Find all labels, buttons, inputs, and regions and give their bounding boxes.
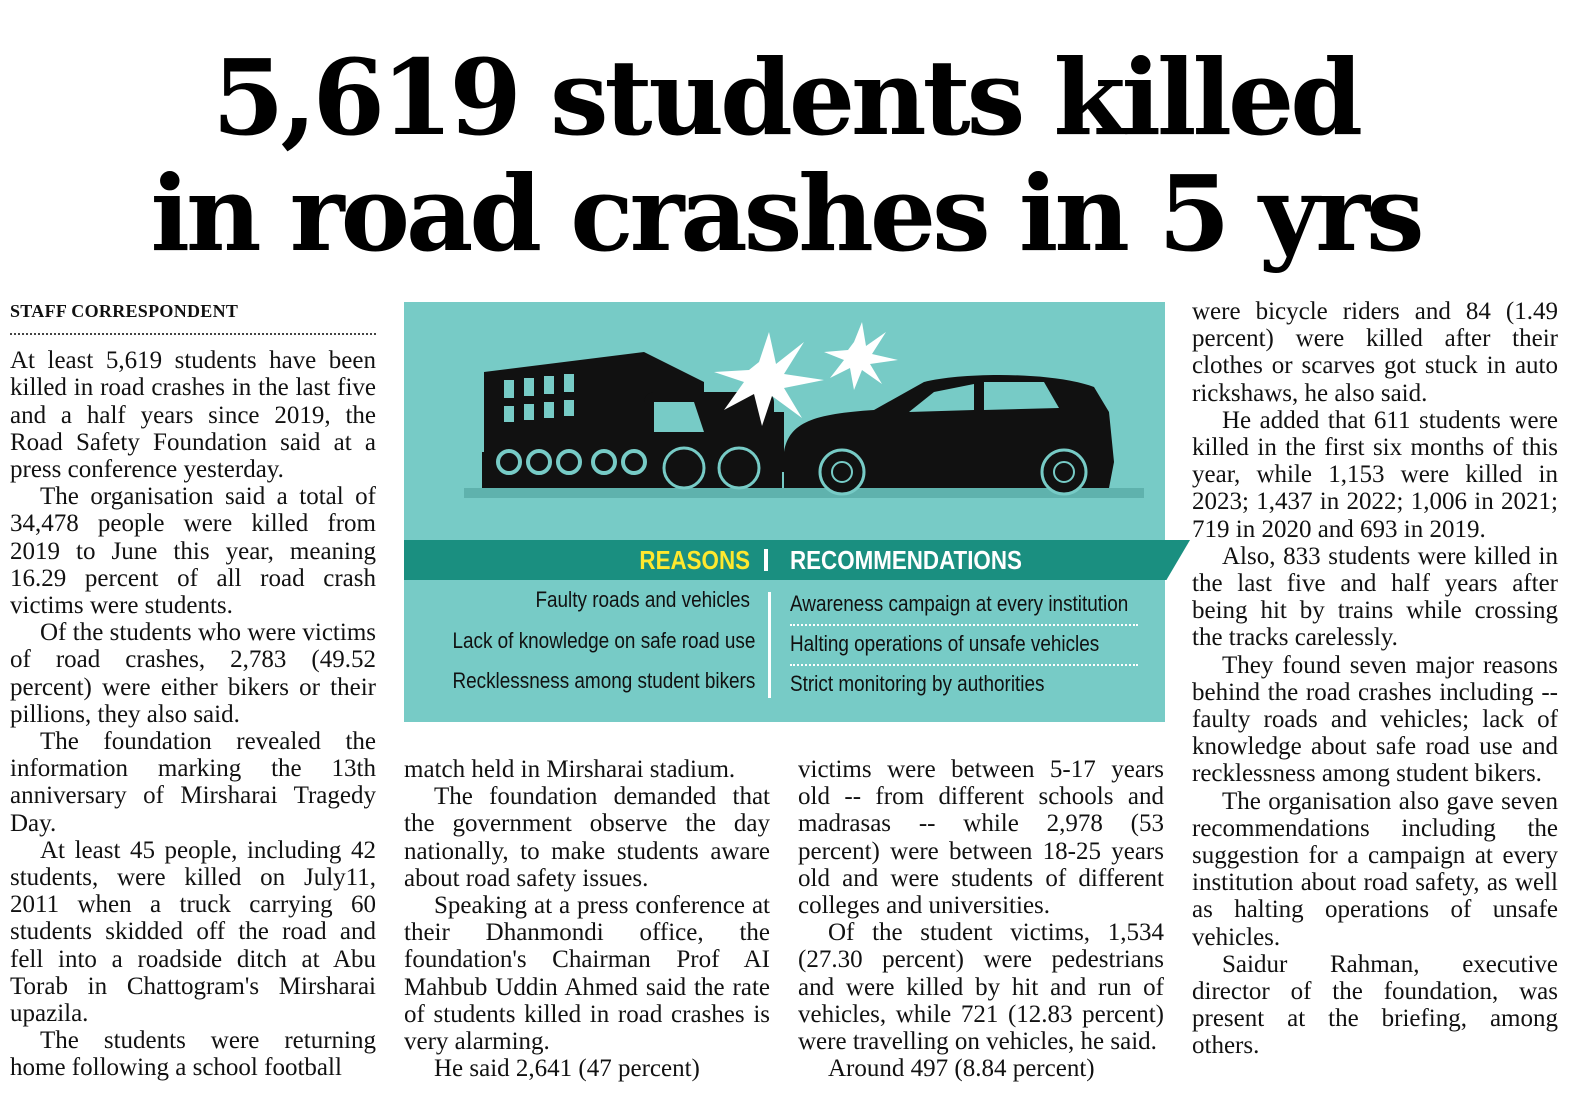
heading-separator	[764, 549, 768, 571]
paragraph: The foundation demanded that the government observe the day nationally, to make students aware about road safety issues.	[404, 783, 770, 892]
reasons-heading: REASONS	[639, 545, 750, 575]
truck-car-crash-illustration	[404, 302, 1165, 542]
reason-item: Faulty roads and vehicles	[535, 587, 750, 612]
article-column-3	[798, 756, 1164, 1082]
paragraph: The students were returning home following a school football	[10, 1027, 376, 1082]
paragraph: He added that 611 students were killed in the first six months of this year, while 1,153 were killed in 2023; 1,437 in 2022; 1,006 in 2021; 719 in 2020 and 693 in 2019.	[1192, 406, 1558, 543]
headline	[0, 36, 1571, 275]
reason-item: Recklessness among student bikers	[452, 668, 756, 693]
column-divider	[768, 592, 771, 698]
reason-item: Lack of knowledge on safe road use	[452, 628, 756, 653]
article-column-2	[404, 756, 770, 1082]
paragraph: They found seven major reasons behind the road crashes including -- faulty roads and vehicles; lack of knowledge about safe road use and recklessness among student bikers.	[1192, 651, 1558, 788]
paragraph: Around 497 (8.84 percent)	[828, 1055, 1095, 1083]
recommendations-heading: RECOMMENDATIONS	[790, 545, 1022, 575]
article-column-1	[10, 298, 376, 1082]
paragraph: At least 5,619 students have been killed in road crashes in the last five and a half years since 2019, the Road Safety Foundation said at a press conference yesterday.	[10, 347, 376, 484]
paragraph: were bicycle riders and 84 (1.49 percent) were killed after their clothes or scarves got stuck in auto rickshaws, he also said.	[1192, 298, 1558, 407]
byline: STAFF CORRESPONDENT	[10, 298, 376, 335]
recommendation-item: Awareness campaign at every institution	[790, 591, 1129, 616]
dotted-divider	[790, 624, 1138, 626]
paragraph: Of the students who were victims of road crashes, 2,783 (49.52 percent) were either bikers or their pillions, they also said.	[10, 619, 376, 728]
headline-line-1: 5,619 students killed	[212, 36, 1359, 159]
article-column-4	[1192, 298, 1558, 1060]
recommendation-item: Strict monitoring by authorities	[790, 671, 1045, 696]
headline-line-2: in road crashes in 5 yrs	[150, 152, 1421, 275]
paragraph: Speaking at a press conference at their Dhanmondi office, the foundation's Chairman Prof AI Mahbub Uddin Ahmed said the rate of students killed in road crashes is very alarming.	[404, 892, 770, 1056]
paragraph: Of the student victims, 1,534 (27.30 percent) were pedestrians and were killed by hit and run of vehicles, while 721 (12.83 percent) were travelling on vehicles, he said.	[798, 919, 1164, 1056]
paragraph: Also, 833 students were killed in the last five and half years after being hit by trains while crossing the tracks carelessly.	[1192, 542, 1558, 652]
dotted-divider	[790, 664, 1138, 666]
paragraph: The foundation revealed the information marking the 13th anniversary of Mirsharai Tragedy Day.	[10, 728, 376, 837]
paragraph: Saidur Rahman, executive director of the foundation, was present at the briefing, among others.	[1192, 950, 1558, 1060]
paragraph: The organisation also gave seven recommendations including the suggestion for a campaign at every institution about road safety, as well as halting operations of unsafe vehicles.	[1192, 787, 1558, 951]
paragraph: At least 45 people, including 42 students, were killed on July11, 2011 when a truck carrying 60 students skidded off the road and fell into a roadside ditch at Abu Torab in Chattogram's Mirsharai upazila.	[10, 836, 376, 1028]
paragraph: match held in Mirsharai stadium.	[404, 756, 736, 783]
paragraph: He said 2,641 (47 percent)	[434, 1055, 700, 1083]
paragraph: victims were between 5-17 years old -- from different schools and madrasas -- while 2,978 (53 percent) were between 18-25 years old and were students of different colleges and universities.	[798, 756, 1164, 920]
paragraph: The organisation said a total of 34,478 people were killed from 2019 to June this year, meaning 16.29 percent of all road crash victims were students.	[10, 483, 376, 620]
recommendation-item: Halting operations of unsafe vehicles	[790, 631, 1100, 656]
